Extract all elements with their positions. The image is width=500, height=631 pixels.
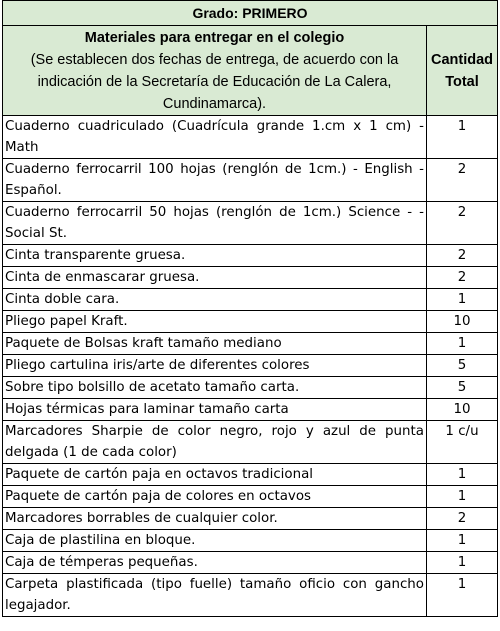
item-quantity: 1 — [427, 116, 498, 159]
grade-title: Grado: PRIMERO — [3, 1, 498, 26]
item-name: Cinta transparente gruesa. — [3, 245, 427, 267]
item-quantity: 1 — [427, 486, 498, 508]
item-name: Marcadores borrables de cualquier color. — [3, 508, 427, 530]
item-quantity: 2 — [427, 508, 498, 530]
item-quantity: 10 — [427, 399, 498, 421]
item-name: Hojas térmicas para laminar tamaño carta — [3, 399, 427, 421]
item-quantity: 2 — [427, 245, 498, 267]
item-name: Sobre tipo bolsillo de acetato tamaño carta. — [3, 377, 427, 399]
materials-header-note: (Se establecen dos fechas de entrega, de acuerdo con la indicación de la Secretaría de Educación de La Calera, Cundinamarca). — [30, 51, 399, 112]
table-row — [3, 464, 498, 486]
table-row — [3, 508, 498, 530]
item-quantity: 1 — [427, 530, 498, 552]
item-name: Caja de plastilina en bloque. — [3, 530, 427, 552]
item-quantity: 1 — [427, 333, 498, 355]
table-row — [3, 574, 498, 617]
table-row — [3, 355, 498, 377]
quantity-header-line2: Total — [445, 73, 479, 90]
table-row — [3, 159, 498, 202]
item-quantity: 1 — [427, 574, 498, 617]
item-name: Cuaderno cuadriculado (Cuadrícula grande 1.cm x 1 cm) - Math — [3, 116, 427, 159]
table-row — [3, 311, 498, 333]
table-row — [3, 289, 498, 311]
item-rows — [3, 116, 498, 617]
table-row — [3, 245, 498, 267]
item-name: Pliego papel Kraft. — [3, 311, 427, 333]
item-name: Paquete de cartón paja de colores en octavos — [3, 486, 427, 508]
table-row — [3, 486, 498, 508]
item-quantity: 2 — [427, 159, 498, 202]
table-row — [3, 267, 498, 289]
item-quantity: 10 — [427, 311, 498, 333]
item-name: Pliego cartulina iris/arte de diferentes colores — [3, 355, 427, 377]
item-name: Paquete de Bolsas kraft tamaño mediano — [3, 333, 427, 355]
table-row — [3, 377, 498, 399]
item-quantity: 2 — [427, 267, 498, 289]
table-row — [3, 552, 498, 574]
table-row — [3, 530, 498, 552]
item-quantity: 1 — [427, 464, 498, 486]
quantity-header — [427, 26, 498, 116]
materials-header — [3, 26, 427, 116]
table-row — [3, 116, 498, 159]
table-row — [3, 399, 498, 421]
item-quantity: 1 — [427, 289, 498, 311]
materials-table — [2, 0, 498, 617]
item-name: Cinta de enmascarar gruesa. — [3, 267, 427, 289]
table-row — [3, 333, 498, 355]
header-row — [3, 26, 498, 116]
item-name: Paquete de cartón paja en octavos tradicional — [3, 464, 427, 486]
materials-header-title: Materiales para entregar en el colegio — [84, 29, 345, 46]
item-quantity: 1 — [427, 552, 498, 574]
item-quantity: 5 — [427, 377, 498, 399]
item-name: Carpeta plastificada (tipo fuelle) tamaño oficio con gancho legajador. — [3, 574, 427, 617]
item-name: Cuaderno ferrocarril 50 hojas (renglón de 1cm.) Science - -Social St. — [3, 202, 427, 245]
table-row — [3, 202, 498, 245]
item-name: Marcadores Sharpie de color negro, rojo y azul de punta delgada (1 de cada color) — [3, 421, 427, 464]
item-quantity: 1 c/u — [427, 421, 498, 464]
item-name: Cinta doble cara. — [3, 289, 427, 311]
item-quantity: 2 — [427, 202, 498, 245]
item-quantity: 5 — [427, 355, 498, 377]
item-name: Cuaderno ferrocarril 100 hojas (renglón de 1cm.) - English - Español. — [3, 159, 427, 202]
item-name: Caja de témperas pequeñas. — [3, 552, 427, 574]
quantity-header-line1: Cantidad — [430, 51, 494, 68]
grade-row — [3, 1, 498, 26]
table-row — [3, 421, 498, 464]
